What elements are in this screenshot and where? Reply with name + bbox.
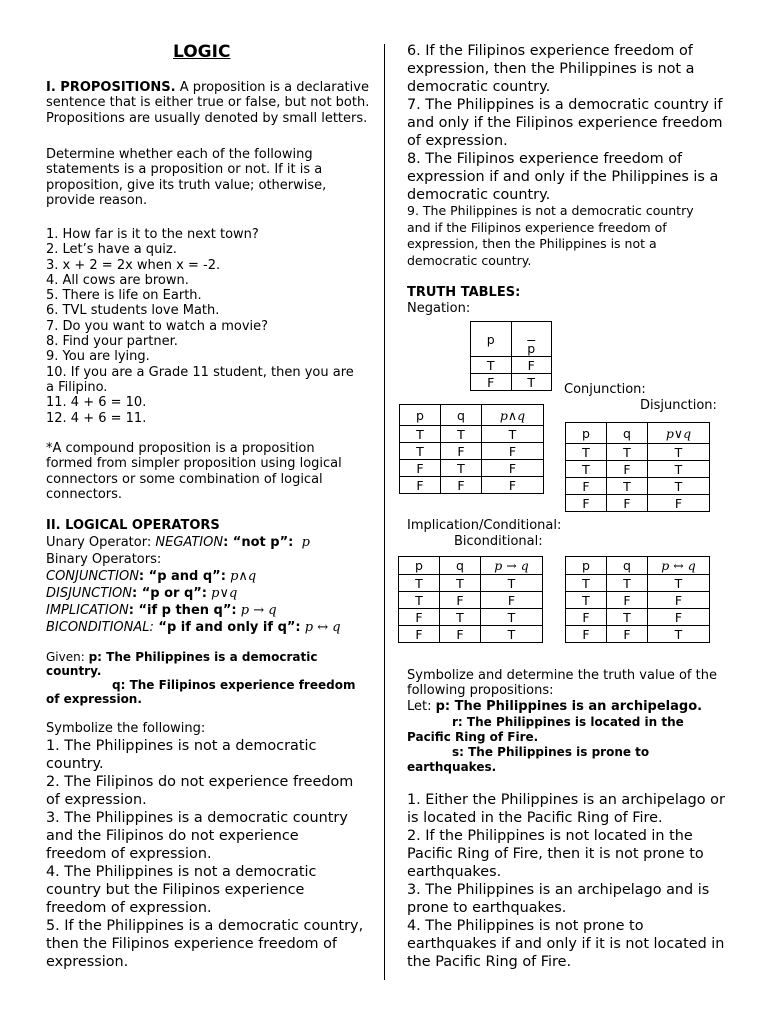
table-cell: T <box>648 444 710 461</box>
table-row <box>566 575 710 592</box>
table-row <box>566 592 710 609</box>
list-item: democratic country. <box>407 252 532 268</box>
note-line: connectors. <box>46 486 123 502</box>
table-row <box>400 426 544 443</box>
table-cell: T <box>440 609 481 626</box>
table-cell: T <box>482 426 544 443</box>
list-item: and the Filipinos do not experience <box>46 828 299 844</box>
list-item: freedom of expression. <box>46 900 212 916</box>
list-item: expression. <box>46 954 129 970</box>
list-item: of expression. <box>46 792 147 808</box>
negation-name: NEGATION <box>155 535 224 550</box>
list-item: expression, then the Philippines is not a <box>407 236 657 251</box>
given-q-line2: of expression. <box>46 692 142 706</box>
biconditional-symbol: p ↔ q <box>304 620 341 635</box>
column-divider <box>384 44 385 980</box>
proposition-list <box>46 227 354 426</box>
table-cell: T <box>566 592 607 609</box>
list-item: 6. If the Filipinos experience freedom of <box>407 43 693 59</box>
list-item: earthquakes if and only if it is not located in <box>407 936 725 952</box>
instruction-line: Symbolize and determine the truth value of the <box>407 668 717 683</box>
table-cell: T <box>400 426 441 443</box>
table-row <box>400 477 544 494</box>
given-p-line2: country. <box>46 664 102 678</box>
compound-note <box>46 441 342 502</box>
table-cell: F <box>471 374 512 391</box>
operators-section <box>46 517 341 636</box>
propositions-section <box>46 80 376 126</box>
list-item: 1. The Philippines is not a democratic <box>46 738 317 754</box>
table-cell: T <box>400 443 441 460</box>
disjunction-reading: : “p or q”: <box>131 586 208 601</box>
list-item: 7. The Philippines is a democratic country if <box>407 97 723 113</box>
table-cell: T <box>399 575 440 592</box>
table-cell: T <box>440 575 481 592</box>
table-cell: F <box>440 626 481 643</box>
table-header: q <box>440 557 481 575</box>
list-item: 10. If you are a Grade 11 student, then you are <box>46 364 354 380</box>
list-item: country. <box>46 756 104 772</box>
disjunction-symbol: p∨q <box>211 586 238 601</box>
let-definitions <box>407 715 684 775</box>
binary-label: Binary Operators: <box>46 552 162 567</box>
task-line: proposition, give its truth value; otherwise, <box>46 177 327 193</box>
table-cell: F <box>648 495 710 512</box>
let-r-line2: Pacific Ring of Fire. <box>407 730 539 744</box>
table-header: p ↔ q <box>648 557 710 575</box>
table-cell: F <box>400 460 441 477</box>
table-row <box>471 357 552 374</box>
table-cell: F <box>566 478 607 495</box>
list-item: 5. If the Philippines is a democratic country, <box>46 918 364 934</box>
final-list <box>407 791 725 971</box>
table-header <box>511 322 552 357</box>
right-items-list <box>407 42 723 204</box>
propositions-intro-line: Propositions are usually denoted by small letters. <box>46 110 368 126</box>
table-cell: F <box>566 626 607 643</box>
table-row <box>399 626 543 643</box>
biconditional-reading: “p if and only if q”: <box>153 620 301 635</box>
table-row <box>400 443 544 460</box>
list-item: 2. The Filipinos do not experience freedom <box>46 774 354 790</box>
list-item: expression, then the Philippines is not a <box>407 61 695 77</box>
truth-tables-heading: TRUTH TABLES: <box>407 285 521 300</box>
given-label: Given: <box>46 650 89 664</box>
table-header: q <box>607 423 648 444</box>
table-cell: F <box>440 592 481 609</box>
table-cell: T <box>471 357 512 374</box>
instruction-line: following propositions: <box>407 683 554 699</box>
table-cell: F <box>511 357 552 374</box>
table-header: p <box>400 405 441 426</box>
let-r: r: The Philippines is located in the <box>452 715 684 729</box>
table-cell: T <box>607 609 648 626</box>
table-cell: T <box>399 592 440 609</box>
table-cell: F <box>482 460 544 477</box>
let-s: s: The Philippines is prone to <box>452 745 650 759</box>
table-cell: T <box>566 575 607 592</box>
let-s-line2: earthquakes. <box>407 760 497 774</box>
table-header: p <box>399 557 440 575</box>
table-header: q <box>607 557 648 575</box>
implication-symbol: p → q <box>240 603 277 618</box>
table-row <box>399 609 543 626</box>
list-item: and if the Filipinos experience freedom of <box>407 219 667 235</box>
given-block <box>46 650 355 706</box>
table-row <box>566 461 710 478</box>
biconditional-label: Biconditional: <box>454 534 543 549</box>
negation-reading: : “not p”: <box>223 535 294 550</box>
given-p: p: The Philippines is a democratic <box>88 650 318 664</box>
not-p-header: $\overline{p}$ <box>527 341 536 356</box>
list-item: and only if the Filipinos experience freedom <box>407 115 723 131</box>
list-item: 12. 4 + 6 = 11. <box>46 410 147 426</box>
table-cell: F <box>566 609 607 626</box>
list-item: is located in the Pacific Ring of Fire. <box>407 810 663 826</box>
list-item: 9. The Philippines is not a democratic country <box>407 203 694 218</box>
table-cell: T <box>511 374 552 391</box>
unary-label: Unary Operator: <box>46 535 156 550</box>
conjunction-symbol: p∧q <box>230 569 257 584</box>
list-item: of expression. <box>407 133 508 149</box>
propositions-heading: I. PROPOSITIONS. <box>46 80 176 95</box>
table-row <box>566 626 710 643</box>
list-item: 4. The Philippines is not prone to <box>407 918 644 934</box>
list-item: 4. The Philippines is not a democratic <box>46 864 317 880</box>
task-line: Determine whether each of the following <box>46 147 313 162</box>
table-cell: F <box>607 461 648 478</box>
list-item: country but the Filipinos experience <box>46 882 305 898</box>
table-cell: T <box>607 575 648 592</box>
table-cell: F <box>400 477 441 494</box>
operators-heading: II. LOGICAL OPERATORS <box>46 518 220 533</box>
table-cell: T <box>441 426 482 443</box>
list-item: prone to earthquakes. <box>407 900 567 916</box>
disjunction-table <box>565 422 710 512</box>
table-cell: F <box>648 609 710 626</box>
table-cell: F <box>607 592 648 609</box>
table-header: p∧q <box>482 405 544 426</box>
implication-reading: : “if p then q”: <box>128 603 237 618</box>
list-item: 7. Do you want to watch a movie? <box>46 318 269 334</box>
list-item: 6. TVL students love Math. <box>46 303 220 319</box>
table-cell: F <box>607 626 648 643</box>
list-item: earthquakes. <box>407 864 502 880</box>
task-instructions <box>46 147 326 208</box>
conjunction-table <box>399 404 544 494</box>
list-item: 8. Find your partner. <box>46 334 178 350</box>
implication-label: Implication/Conditional: <box>407 518 562 533</box>
table-cell: T <box>481 575 543 592</box>
task-line: statements is a proposition or not. If it is a <box>46 162 323 178</box>
negation-symbol: p <box>301 535 310 550</box>
given-q: q: The Filipinos experience freedom <box>112 678 356 692</box>
table-row <box>566 495 710 512</box>
table-cell: F <box>481 592 543 609</box>
list-item: 2. If the Philippines is not located in the <box>407 828 693 844</box>
list-item: 2. Let’s have a quiz. <box>46 242 177 258</box>
disjunction-label: Disjunction: <box>640 398 717 413</box>
list-item: 5. There is life on Earth. <box>46 288 202 304</box>
table-cell: F <box>399 626 440 643</box>
table-cell: T <box>566 461 607 478</box>
list-item: the Pacific Ring of Fire. <box>407 954 572 970</box>
list-item: a Filipino. <box>46 379 108 395</box>
table-header: p → q <box>481 557 543 575</box>
propositions-intro: A proposition is a declarative <box>175 80 369 95</box>
table-cell: F <box>482 477 544 494</box>
list-item: 3. x + 2 = 2x when x = -2. <box>46 257 221 273</box>
conjunction-name: CONJUNCTION <box>46 569 139 584</box>
table-header: p <box>566 557 607 575</box>
implication-table <box>398 556 543 643</box>
page-title: LOGIC <box>173 42 231 62</box>
table-cell: T <box>648 575 710 592</box>
negation-table <box>470 321 552 391</box>
table-cell: F <box>648 592 710 609</box>
table-cell: F <box>441 477 482 494</box>
list-item: 3. The Philippines is an archipelago and is <box>407 882 710 898</box>
list-item: 3. The Philippines is a democratic country <box>46 810 348 826</box>
table-row <box>566 609 710 626</box>
symbolize-list <box>46 737 363 971</box>
table-cell: T <box>566 444 607 461</box>
table-row <box>566 444 710 461</box>
list-item: democratic country. <box>407 187 551 203</box>
disjunction-name: DISJUNCTION <box>46 586 132 601</box>
table-cell: F <box>399 609 440 626</box>
table-cell: F <box>566 495 607 512</box>
note-line: formed from simpler proposition using logical <box>46 456 342 472</box>
propositions-intro-line: sentence that is either true or false, but not both. <box>46 95 370 111</box>
table-cell: T <box>481 609 543 626</box>
table-cell: T <box>481 626 543 643</box>
table-cell: T <box>648 626 710 643</box>
list-item: Pacific Ring of Fire, then it is not prone to <box>407 846 704 862</box>
implication-name: IMPLICATION <box>46 603 129 618</box>
table-cell: F <box>482 443 544 460</box>
table-cell: F <box>441 443 482 460</box>
table-cell: T <box>441 460 482 477</box>
note-line: connectors or some combination of logical <box>46 471 323 487</box>
list-item: then the Filipinos experience freedom of <box>46 936 337 952</box>
item-nine <box>407 203 694 269</box>
table-cell: T <box>607 444 648 461</box>
list-item: 1. How far is it to the next town? <box>46 227 259 242</box>
symbolize-heading: Symbolize the following: <box>46 721 206 736</box>
list-item: 1. Either the Philippines is an archipelago or <box>407 792 725 808</box>
table-cell: F <box>607 495 648 512</box>
let-label: Let: <box>407 698 436 714</box>
table-cell: T <box>648 478 710 495</box>
table-cell: T <box>607 478 648 495</box>
symbolize-section <box>407 668 717 714</box>
list-item: 8. The Filipinos experience freedom of <box>407 151 683 167</box>
table-header: q <box>441 405 482 426</box>
table-header: p <box>566 423 607 444</box>
note-line: *A compound proposition is a proposition <box>46 441 315 456</box>
list-item: 4. All cows are brown. <box>46 272 189 288</box>
table-cell: T <box>648 461 710 478</box>
negation-label: Negation: <box>407 301 471 316</box>
table-row <box>566 478 710 495</box>
table-row <box>400 460 544 477</box>
table-row <box>471 374 552 391</box>
conjunction-label: Conjunction: <box>564 382 646 397</box>
list-item: freedom of expression. <box>46 846 212 862</box>
biconditional-name: BICONDITIONAL: <box>46 620 154 635</box>
table-row <box>399 575 543 592</box>
list-item: expression if and only if the Philippines is a <box>407 169 719 185</box>
task-line: provide reason. <box>46 192 148 208</box>
list-item: 11. 4 + 6 = 10. <box>46 395 147 411</box>
conjunction-reading: : “p and q”: <box>138 569 226 584</box>
table-header: p <box>471 322 512 357</box>
list-item: democratic country. <box>407 79 551 95</box>
let-p: p: The Philippines is an archipelago. <box>435 698 703 714</box>
biconditional-table <box>565 556 710 643</box>
list-item: 9. You are lying. <box>46 349 150 365</box>
table-row <box>399 592 543 609</box>
table-header: p∨q <box>648 423 710 444</box>
